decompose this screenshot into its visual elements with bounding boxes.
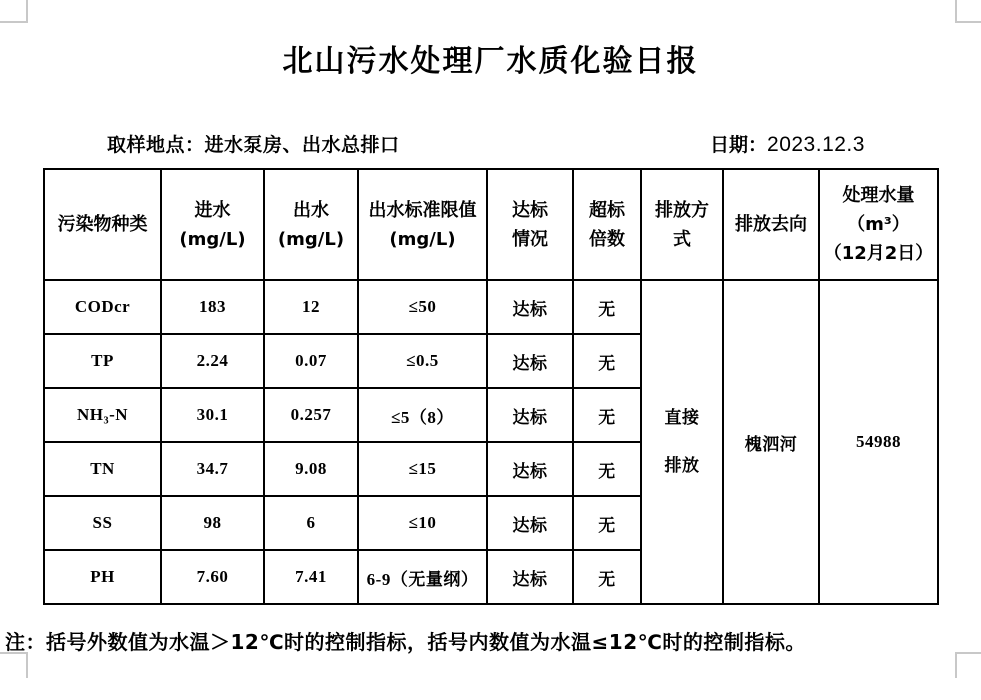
- status-cell: 达标: [487, 550, 573, 604]
- inflow-cell: 2.24: [161, 334, 264, 388]
- pollutant-cell: SS: [44, 496, 161, 550]
- exceed-multiple-cell: 无: [573, 280, 641, 334]
- exceed-multiple-cell: 无: [573, 388, 641, 442]
- outflow-cell: 6: [264, 496, 358, 550]
- header-compliance-status: 达标 情况: [487, 169, 573, 280]
- header-discharge-destination: 排放去向: [723, 169, 819, 280]
- header-row: [44, 169, 938, 280]
- limit-cell: ≤10: [358, 496, 487, 550]
- pollutant-cell: TP: [44, 334, 161, 388]
- crop-mark-top-right-icon: [955, 0, 981, 23]
- status-cell: 达标: [487, 334, 573, 388]
- limit-cell: ≤50: [358, 280, 487, 334]
- exceed-multiple-cell: 无: [573, 550, 641, 604]
- pollutant-cell: PH: [44, 550, 161, 604]
- page-title: 北山污水处理厂水质化验日报: [282, 44, 699, 79]
- header-inflow: 进水 (mg/L): [161, 169, 264, 280]
- crop-mark-top-left-icon: [0, 0, 28, 23]
- status-cell: 达标: [487, 496, 573, 550]
- pollutant-cell: NH₃-N: [44, 388, 161, 442]
- date-label: 日期：: [710, 134, 768, 156]
- inflow-cell: 34.7: [161, 442, 264, 496]
- outflow-cell: 7.41: [264, 550, 358, 604]
- date-value: 2023.12.3: [767, 133, 865, 156]
- inflow-cell: 98: [161, 496, 264, 550]
- header-discharge-mode: 排放方 式: [641, 169, 723, 280]
- discharge-mode-cell: 直接 排放: [641, 280, 723, 604]
- limit-cell: 6-9（无量纲）: [358, 550, 487, 604]
- pollutant-cell: CODcr: [44, 280, 161, 334]
- outflow-cell: 9.08: [264, 442, 358, 496]
- discharge-destination-cell: 槐泗河: [723, 280, 819, 604]
- crop-mark-bottom-left-icon: [0, 652, 28, 678]
- status-cell: 达标: [487, 388, 573, 442]
- header-outflow: 出水 (mg/L): [264, 169, 358, 280]
- inflow-cell: 7.60: [161, 550, 264, 604]
- water-quality-table: [43, 168, 939, 605]
- outflow-cell: 0.257: [264, 388, 358, 442]
- header-outflow-standard-limit: 出水标准限值 (mg/L): [358, 169, 487, 280]
- outflow-cell: 12: [264, 280, 358, 334]
- sampling-location-label: 取样地点：进水泵房、出水总排口: [107, 134, 400, 156]
- header-pollutant-type: 污染物种类: [44, 169, 161, 280]
- exceed-multiple-cell: 无: [573, 496, 641, 550]
- treated-water-volume-cell: 54988: [819, 280, 938, 604]
- outflow-cell: 0.07: [264, 334, 358, 388]
- header-exceed-multiple: 超标 倍数: [573, 169, 641, 280]
- status-cell: 达标: [487, 280, 573, 334]
- pollutant-cell: TN: [44, 442, 161, 496]
- header-treated-water-volume: 处理水量 （m³） （12月2日）: [819, 169, 938, 280]
- limit-cell: ≤5（8）: [358, 388, 487, 442]
- exceed-multiple-cell: 无: [573, 442, 641, 496]
- limit-cell: ≤15: [358, 442, 487, 496]
- report-date: [710, 130, 865, 157]
- crop-mark-bottom-right-icon: [955, 652, 981, 678]
- exceed-multiple-cell: 无: [573, 334, 641, 388]
- table-row: [44, 280, 938, 334]
- inflow-cell: 30.1: [161, 388, 264, 442]
- footnote: 注：括号外数值为水温＞12℃时的控制指标，括号内数值为水温≤12℃时的控制指标。: [5, 630, 806, 654]
- limit-cell: ≤0.5: [358, 334, 487, 388]
- inflow-cell: 183: [161, 280, 264, 334]
- status-cell: 达标: [487, 442, 573, 496]
